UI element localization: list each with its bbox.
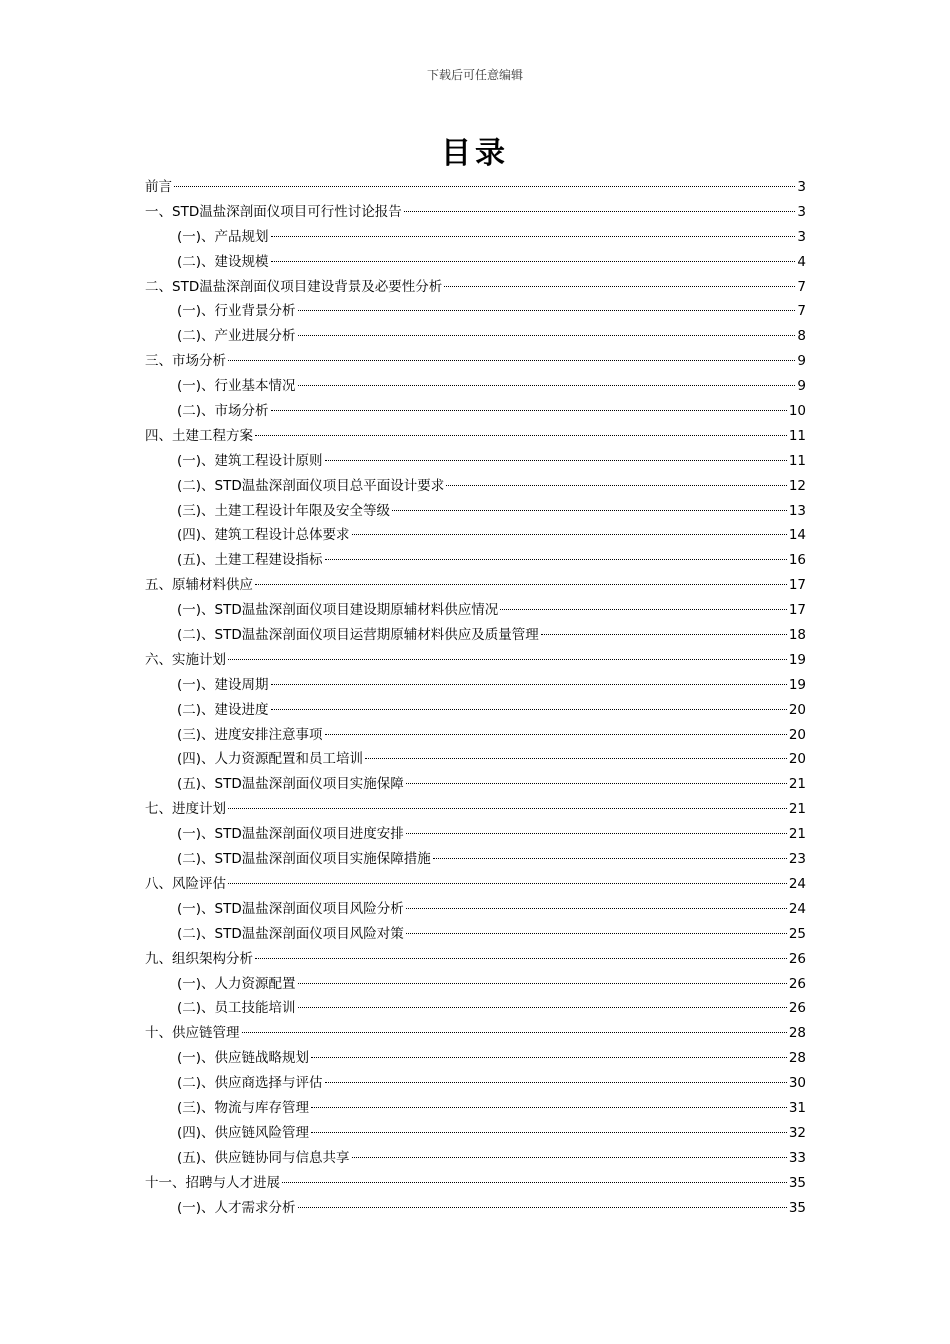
toc-entry[interactable] — [145, 772, 806, 797]
toc-entry-text: (二)、STD温盐深剖面仪项目运营期原辅材料供应及质量管理 — [177, 627, 539, 644]
toc-entry[interactable] — [145, 225, 806, 250]
toc-entry-text: (四)、供应链风险管理 — [177, 1124, 310, 1141]
toc-entry[interactable] — [145, 1046, 806, 1071]
toc-page-number: 7 — [797, 278, 806, 295]
toc-page-number: 32 — [788, 1124, 806, 1141]
toc-entry[interactable] — [145, 175, 806, 200]
toc-page-number: 3 — [797, 228, 806, 245]
toc-page-number: 24 — [788, 875, 806, 892]
toc-page-number: 4 — [797, 253, 806, 270]
toc-page-number: 7 — [797, 303, 806, 320]
toc-page-number: 19 — [788, 676, 806, 693]
toc-page-number: 11 — [788, 452, 806, 469]
toc-dot-leader — [404, 211, 796, 212]
toc-entry-text: 三、市场分析 — [145, 353, 226, 370]
toc-entry[interactable] — [145, 1146, 806, 1171]
toc-dot-leader — [352, 534, 787, 535]
toc-entry[interactable] — [145, 324, 806, 349]
toc-dot-leader — [433, 858, 787, 859]
toc-entry-text: (二)、建设规模 — [177, 253, 269, 270]
toc-dot-leader — [325, 1082, 787, 1083]
toc-entry-text: (一)、人才需求分析 — [177, 1199, 296, 1216]
toc-dot-leader — [282, 1182, 787, 1183]
toc-entry-text: (五)、STD温盐深剖面仪项目实施保障 — [177, 776, 404, 793]
toc-page-number: 30 — [788, 1075, 806, 1092]
toc-page-number: 3 — [797, 179, 806, 195]
toc-page-number: 24 — [788, 900, 806, 917]
toc-entry[interactable] — [145, 747, 806, 772]
toc-entry[interactable] — [145, 698, 806, 723]
toc-page-number: 3 — [797, 203, 806, 220]
toc-entry[interactable] — [145, 1196, 806, 1221]
toc-page-number: 9 — [797, 378, 806, 395]
table-of-contents — [145, 175, 806, 1220]
toc-dot-leader — [228, 808, 787, 809]
toc-entry[interactable] — [145, 947, 806, 972]
toc-page-number: 21 — [788, 801, 806, 818]
toc-entry[interactable] — [145, 847, 806, 872]
toc-dot-leader — [406, 933, 787, 934]
toc-entry[interactable] — [145, 275, 806, 300]
toc-page-number: 33 — [788, 1149, 806, 1166]
toc-entry-text: (二)、产业进展分析 — [177, 328, 296, 345]
toc-dot-leader — [255, 584, 787, 585]
toc-entry[interactable] — [145, 673, 806, 698]
toc-dot-leader — [298, 335, 796, 336]
toc-entry[interactable] — [145, 250, 806, 275]
toc-dot-leader — [311, 1057, 787, 1058]
toc-dot-leader — [271, 684, 787, 685]
toc-entry-text: 七、进度计划 — [145, 801, 226, 818]
toc-entry[interactable] — [145, 349, 806, 374]
toc-dot-leader — [298, 1207, 787, 1208]
toc-entry[interactable] — [145, 299, 806, 324]
toc-entry-text: (二)、STD温盐深剖面仪项目总平面设计要求 — [177, 477, 445, 494]
toc-entry[interactable] — [145, 374, 806, 399]
toc-entry[interactable] — [145, 922, 806, 947]
toc-dot-leader — [325, 559, 787, 560]
toc-dot-leader — [271, 236, 796, 237]
toc-entry-text: (二)、员工技能培训 — [177, 1000, 296, 1017]
toc-entry-text: 四、土建工程方案 — [145, 427, 253, 444]
toc-page-number: 20 — [788, 726, 806, 743]
toc-page-number: 26 — [788, 1000, 806, 1017]
toc-dot-leader — [325, 460, 787, 461]
toc-dot-leader — [174, 186, 795, 187]
toc-page-number: 31 — [788, 1099, 806, 1116]
toc-page-number: 28 — [788, 1050, 806, 1067]
toc-entry-text: 十一、招聘与人才进展 — [145, 1174, 280, 1191]
toc-entry-text: (五)、土建工程建设指标 — [177, 552, 323, 569]
toc-entry[interactable] — [145, 1021, 806, 1046]
toc-entry[interactable] — [145, 1096, 806, 1121]
toc-entry[interactable] — [145, 723, 806, 748]
toc-page-number: 8 — [797, 328, 806, 345]
toc-entry-text: 十、供应链管理 — [145, 1025, 240, 1042]
toc-entry-text: (一)、产品规划 — [177, 228, 269, 245]
toc-page-number: 13 — [788, 502, 806, 519]
toc-entry-text: 二、STD温盐深剖面仪项目建设背景及必要性分析 — [145, 278, 443, 295]
toc-dot-leader — [352, 1157, 787, 1158]
toc-dot-leader — [406, 908, 787, 909]
toc-page-number: 10 — [788, 403, 806, 420]
toc-entry-text: (五)、供应链协同与信息共享 — [177, 1149, 350, 1166]
toc-entry[interactable] — [145, 200, 806, 225]
toc-page-number: 19 — [788, 651, 806, 668]
toc-entry-text: (一)、建设周期 — [177, 676, 269, 693]
toc-dot-leader — [392, 510, 787, 511]
toc-entry[interactable] — [145, 822, 806, 847]
toc-page-number: 23 — [788, 851, 806, 868]
toc-entry-text: (一)、STD温盐深剖面仪项目风险分析 — [177, 900, 404, 917]
toc-page-number: 25 — [788, 925, 806, 942]
toc-dot-leader — [365, 758, 787, 759]
toc-page-number: 9 — [797, 353, 806, 370]
toc-entry-text: (二)、建设进度 — [177, 701, 269, 718]
toc-entry-text: (二)、供应商选择与评估 — [177, 1075, 323, 1092]
toc-entry[interactable] — [145, 1071, 806, 1096]
toc-entry-text: (四)、建筑工程设计总体要求 — [177, 527, 350, 544]
toc-entry[interactable] — [145, 523, 806, 548]
toc-entry-text: (一)、行业背景分析 — [177, 303, 296, 320]
toc-dot-leader — [255, 435, 787, 436]
toc-dot-leader — [228, 360, 795, 361]
toc-entry-text: 六、实施计划 — [145, 651, 226, 668]
toc-entry-text: 五、原辅材料供应 — [145, 577, 253, 594]
toc-dot-leader — [271, 410, 787, 411]
toc-dot-leader — [298, 983, 787, 984]
toc-entry-text: 八、风险评估 — [145, 875, 226, 892]
toc-entry-text: (二)、市场分析 — [177, 403, 269, 420]
toc-page-number: 26 — [788, 950, 806, 967]
toc-entry[interactable] — [145, 1121, 806, 1146]
toc-entry-text: (一)、STD温盐深剖面仪项目进度安排 — [177, 826, 404, 843]
toc-entry[interactable] — [145, 1171, 806, 1196]
toc-page-number: 14 — [788, 527, 806, 544]
toc-entry-text: (四)、人力资源配置和员工培训 — [177, 751, 364, 768]
toc-dot-leader — [325, 734, 787, 735]
toc-page-number: 17 — [788, 577, 806, 594]
toc-entry[interactable] — [145, 872, 806, 897]
toc-entry-text: (一)、建筑工程设计原则 — [177, 452, 323, 469]
toc-entry-text: (三)、土建工程设计年限及安全等级 — [177, 502, 391, 519]
toc-entry[interactable] — [145, 474, 806, 499]
toc-entry-text: (二)、STD温盐深剖面仪项目风险对策 — [177, 925, 404, 942]
toc-page-number: 35 — [788, 1199, 806, 1216]
toc-dot-leader — [541, 634, 787, 635]
toc-entry-text: 一、STD温盐深剖面仪项目可行性讨论报告 — [145, 203, 402, 220]
toc-page-number: 20 — [788, 701, 806, 718]
toc-dot-leader — [271, 261, 796, 262]
toc-entry-text: (一)、STD温盐深剖面仪项目建设期原辅材料供应情况 — [177, 602, 499, 619]
toc-entry[interactable] — [145, 648, 806, 673]
toc-page-number: 35 — [788, 1174, 806, 1191]
toc-dot-leader — [311, 1107, 787, 1108]
toc-dot-leader — [406, 833, 787, 834]
toc-dot-leader — [255, 958, 787, 959]
toc-entry-text: (三)、进度安排注意事项 — [177, 726, 323, 743]
toc-entry-text: (三)、物流与库存管理 — [177, 1099, 310, 1116]
toc-entry-text: (一)、人力资源配置 — [177, 975, 296, 992]
toc-page-number: 20 — [788, 751, 806, 768]
toc-dot-leader — [298, 1007, 787, 1008]
toc-title: 目录 — [441, 136, 509, 171]
toc-dot-leader — [311, 1132, 787, 1133]
toc-entry[interactable] — [145, 573, 806, 598]
toc-entry[interactable] — [145, 424, 806, 449]
toc-page-number: 18 — [788, 627, 806, 644]
toc-entry-text: (一)、供应链战略规划 — [177, 1050, 310, 1067]
toc-entry-text: 前言 — [145, 179, 172, 195]
toc-page-number: 12 — [788, 477, 806, 494]
toc-dot-leader — [242, 1032, 787, 1033]
toc-page-number: 16 — [788, 552, 806, 569]
toc-entry-text: (二)、STD温盐深剖面仪项目实施保障措施 — [177, 851, 431, 868]
toc-page-number: 28 — [788, 1025, 806, 1042]
toc-dot-leader — [228, 883, 787, 884]
toc-dot-leader — [298, 310, 796, 311]
toc-page-number: 17 — [788, 602, 806, 619]
toc-dot-leader — [446, 485, 787, 486]
toc-dot-leader — [271, 709, 787, 710]
toc-page-number: 21 — [788, 826, 806, 843]
toc-entry[interactable] — [145, 499, 806, 524]
toc-page-number: 21 — [788, 776, 806, 793]
toc-entry[interactable] — [145, 623, 806, 648]
toc-dot-leader — [444, 286, 795, 287]
toc-entry[interactable] — [145, 897, 806, 922]
toc-entry-text: 九、组织架构分析 — [145, 950, 253, 967]
toc-page-number: 26 — [788, 975, 806, 992]
toc-entry[interactable] — [145, 598, 806, 623]
toc-entry[interactable] — [145, 996, 806, 1021]
toc-page-number: 11 — [788, 427, 806, 444]
toc-dot-leader — [406, 783, 787, 784]
page-header: 下载后可任意编辑 — [426, 68, 523, 82]
toc-entry[interactable] — [145, 797, 806, 822]
toc-dot-leader — [500, 609, 787, 610]
toc-entry[interactable] — [145, 399, 806, 424]
toc-dot-leader — [298, 385, 796, 386]
toc-entry[interactable] — [145, 449, 806, 474]
toc-dot-leader — [228, 659, 787, 660]
toc-entry[interactable] — [145, 548, 806, 573]
toc-entry[interactable] — [145, 972, 806, 997]
toc-entry-text: (一)、行业基本情况 — [177, 378, 296, 395]
